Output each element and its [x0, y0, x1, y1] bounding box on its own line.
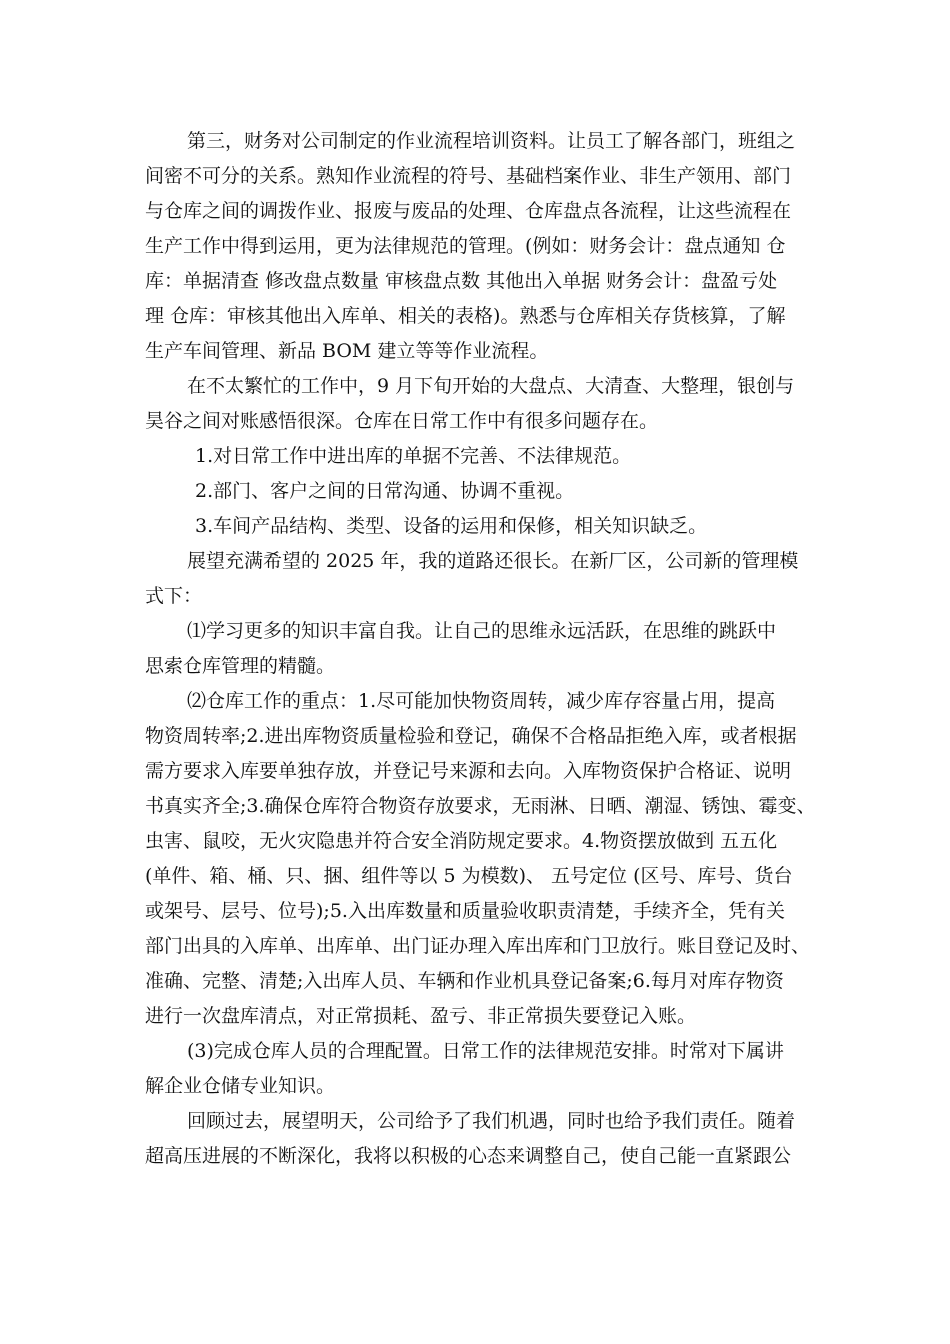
text-line: 书真实齐全;3.确保仓库符合物资存放要求，无雨淋、日晒、潮湿、锈蚀、霉变、: [145, 795, 816, 817]
text-line: ⑵仓库工作的重点：1.尽可能加快物资周转，减少库存容量占用，提高: [187, 690, 776, 712]
text-line: 在不太繁忙的工作中，9 月下旬开始的大盘点、大清查、大整理，银创与: [187, 375, 795, 397]
text-line: ⑴学习更多的知识丰富自我。让自己的思维永远活跃，在思维的跳跃中: [187, 620, 777, 642]
list-item: 3.车间产品结构、类型、设备的运用和保修，相关知识缺乏。: [195, 515, 708, 537]
text-line: (单件、箱、桶、只、捆、组件等以 5 为模数)、 五号定位 (区号、库号、货台: [145, 865, 793, 887]
text-line: 昊谷之间对账感悟很深。仓库在日常工作中有很多问题存在。: [145, 410, 659, 432]
text-line: 生产工作中得到运用，更为法律规范的管理。(例如：财务会计：盘点通知 仓: [145, 235, 786, 257]
text-line: 虫害、鼠咬，无火灾隐患并符合安全消防规定要求。4.物资摆放做到 五五化: [145, 830, 778, 852]
text-line: 或架号、层号、位号);5.入出库数量和质量验收职责清楚，手续齐全，凭有关: [145, 900, 785, 922]
text-line: 生产车间管理、新品 BOM 建立等等作业流程。: [145, 340, 549, 362]
text-line: 部门出具的入库单、出库单、出门证办理入库出库和门卫放行。账目登记及时、: [145, 935, 811, 957]
text-line: 准确、完整、清楚;入出库人员、车辆和作业机具登记备案;6.每月对库存物资: [145, 970, 784, 992]
list-item: 2.部门、客户之间的日常沟通、协调不重视。: [195, 480, 575, 502]
text-line: 理 仓库：审核其他出入库单、相关的表格)。熟悉与仓库相关存货核算，了解: [145, 305, 786, 327]
text-line: 进行一次盘库清点，对正常损耗、盈亏、非正常损失要登记入账。: [145, 1005, 697, 1027]
text-line: 超高压进展的不断深化，我将以积极的心态来调整自己，使自己能一直紧跟公: [145, 1145, 792, 1167]
text-line: 库：单据清查 修改盘点数量 审核盘点数 其他出入单据 财务会计：盘盈亏处: [145, 270, 778, 292]
text-line: 回顾过去，展望明天，公司给予了我们机遇，同时也给予我们责任。随着: [187, 1110, 796, 1132]
text-line: 第三，财务对公司制定的作业流程培训资料。让员工了解各部门，班组之: [187, 130, 796, 152]
text-line: 展望充满希望的 2025 年，我的道路还很长。在新厂区，公司新的管理模: [187, 550, 799, 572]
text-line: 与仓库之间的调拨作业、报废与废品的处理、仓库盘点各流程，让这些流程在: [145, 200, 792, 222]
text-line: (3)完成仓库人员的合理配置。日常工作的法律规范安排。时常对下属讲: [187, 1040, 784, 1062]
text-line: 需方要求入库要单独存放，并登记号来源和去向。入库物资保护合格证、说明: [145, 760, 792, 782]
text-line: 思索仓库管理的精髓。: [145, 655, 336, 677]
document-body: [145, 124, 835, 1174]
text-line: 间密不可分的关系。熟知作业流程的符号、基础档案作业、非生产领用、部门: [145, 165, 792, 187]
text-line: 式下：: [145, 585, 203, 607]
list-item: 1.对日常工作中进出库的单据不完善、不法律规范。: [195, 445, 632, 467]
text-line: 解企业仓储专业知识。: [145, 1075, 336, 1097]
text-line: 物资周转率;2.进出库物资质量检验和登记，确保不合格品拒绝入库，或者根据: [145, 725, 797, 747]
